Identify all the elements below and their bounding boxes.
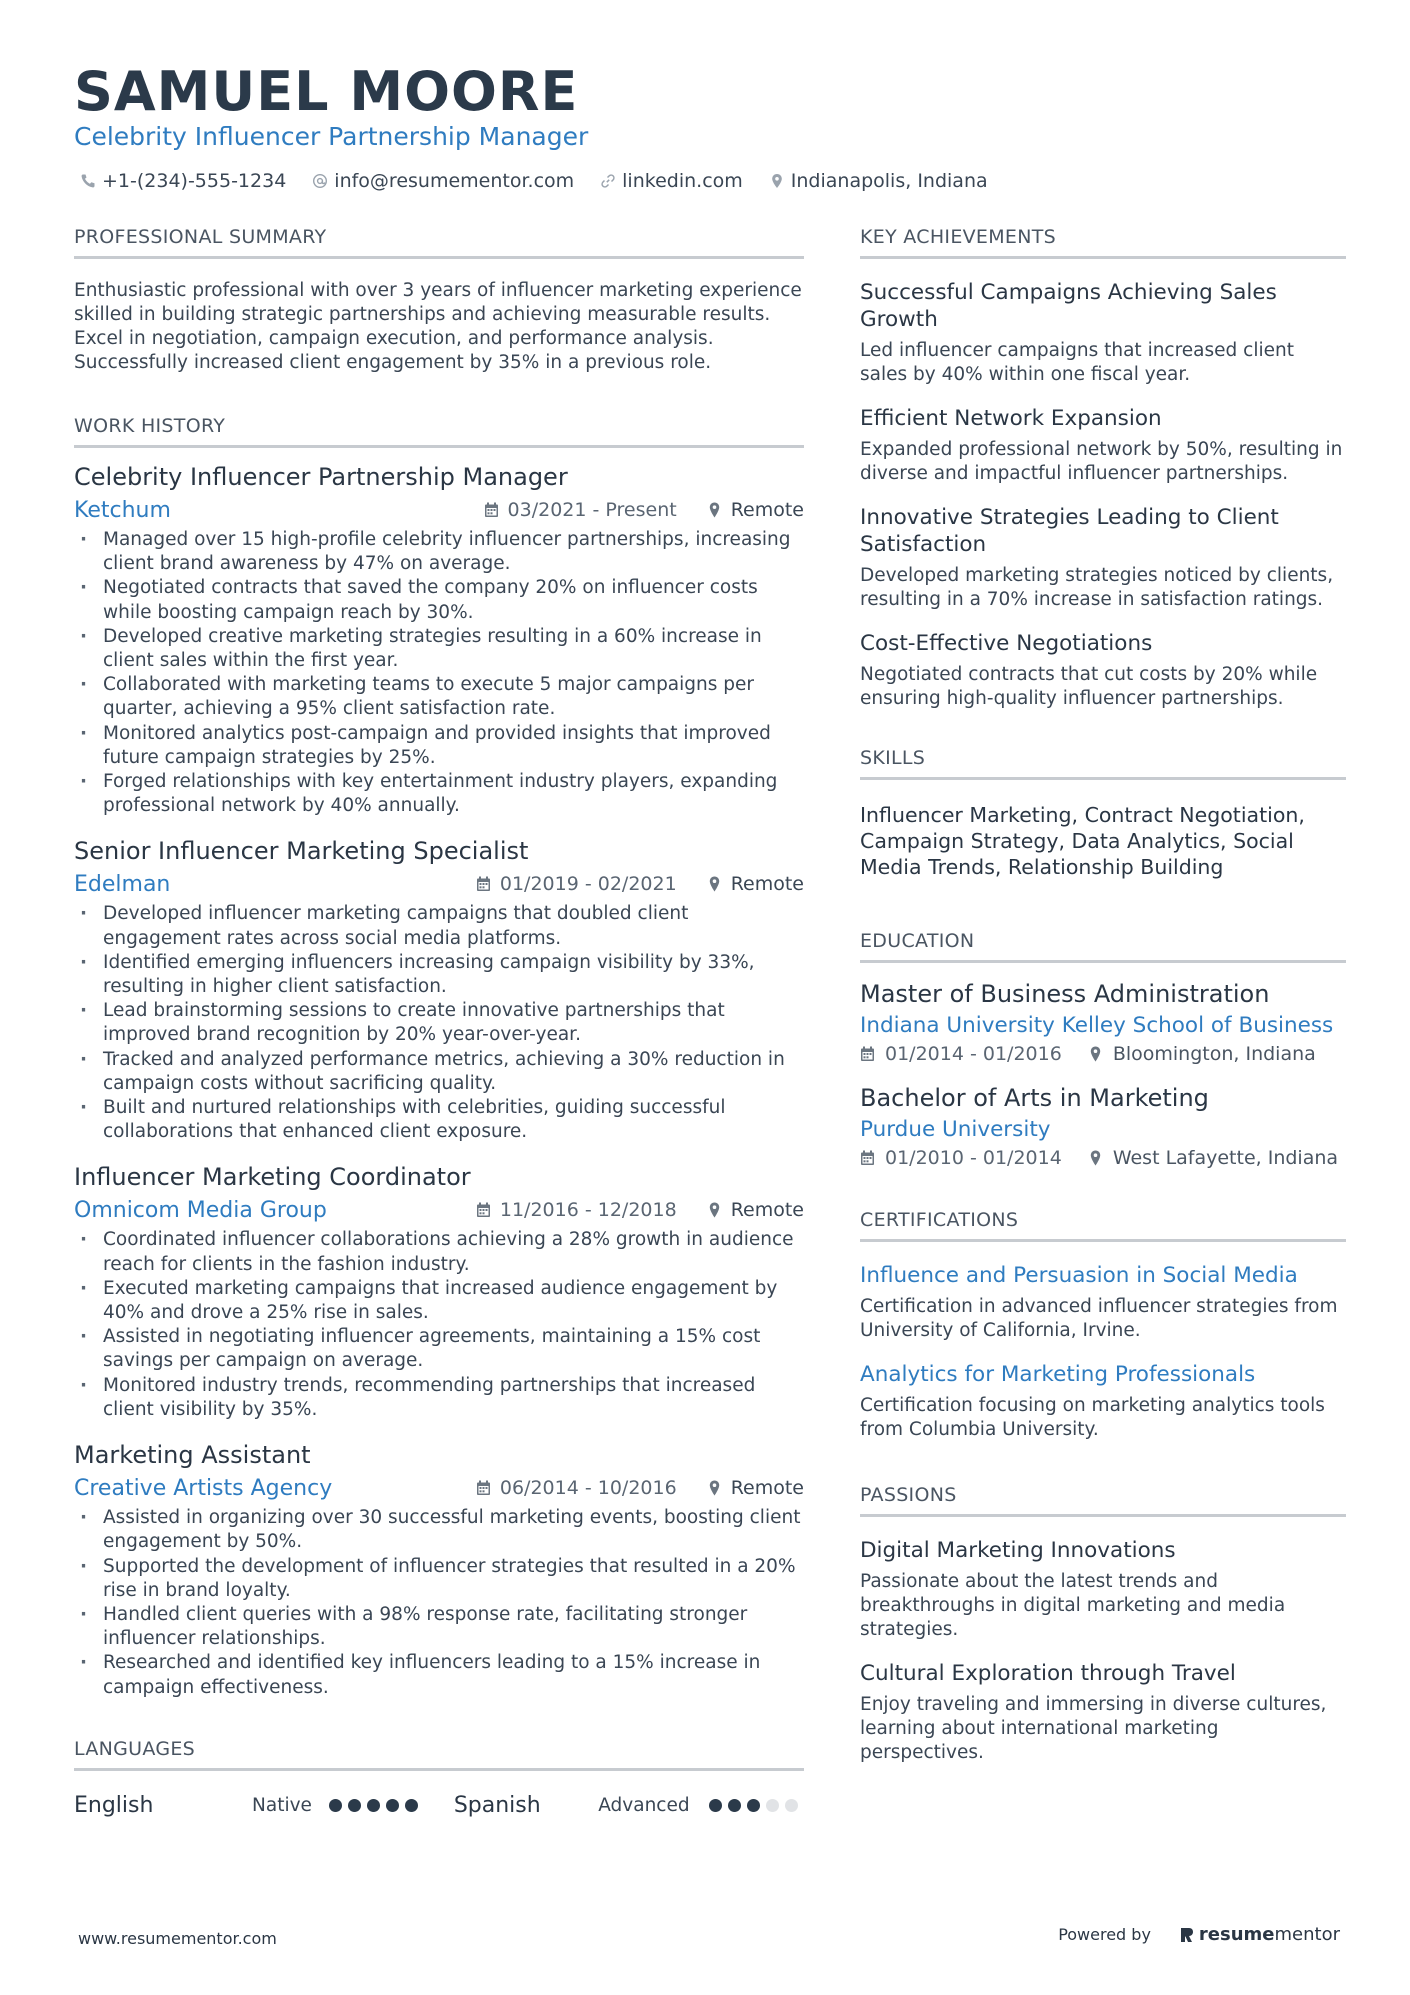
bullet-item: · Assisted in negotiating influencer agreements, maintaining a 15% cost savings per campaign on average.: [74, 1325, 804, 1373]
certification-description: Certification in advanced influencer strategies from University of California, Irvine.: [860, 1296, 1338, 1341]
calendar-icon: [484, 502, 499, 518]
section-heading-education: EDUCATION: [860, 930, 1346, 963]
skills-text: Influencer Marketing, Contract Negotiation, Campaign Strategy, Data Analytics, Social Media Trends, Relationship Building: [860, 803, 1305, 879]
section-heading-achievements: KEY ACHIEVEMENTS: [860, 226, 1346, 259]
resumementor-logo-icon: [1179, 1926, 1195, 1944]
passion-item: [860, 1660, 1346, 1765]
certification-item: [860, 1361, 1346, 1442]
calendar-icon: [476, 1202, 491, 1218]
achievement-title: Cost-Effective Negotiations: [860, 631, 1153, 656]
bullet-item: · Collaborated with marketing teams to execute 5 major campaigns per quarter, achieving a 95% client satisfaction rate.: [74, 673, 804, 721]
right-column: [860, 226, 1346, 1765]
job-bullets: [74, 1228, 804, 1422]
location-icon: [1088, 1150, 1103, 1166]
language-rating: [329, 1799, 454, 1812]
certification-item: [860, 1262, 1346, 1343]
education-location: [1088, 1147, 1338, 1169]
job-title: Influencer Marketing Coordinator: [74, 1163, 471, 1192]
section-heading-passions: PASSIONS: [860, 1484, 1346, 1517]
company-name: Omnicom Media Group: [74, 1197, 327, 1223]
certification-description: Certification focusing on marketing analytics tools from Columbia University.: [860, 1395, 1325, 1440]
job-location-text: Remote: [730, 1199, 804, 1222]
candidate-title: Celebrity Influencer Partnership Manager: [74, 122, 589, 151]
job-title: Marketing Assistant: [74, 1441, 311, 1470]
job-entry: [74, 836, 804, 1144]
job-entry: [74, 1162, 804, 1422]
left-column: [74, 226, 804, 1821]
brand-name-rest: mentor: [1274, 1924, 1340, 1945]
achievement-description: Led influencer campaigns that increased client sales by 40% within one fiscal year.: [860, 340, 1294, 385]
job-meta: [74, 1196, 804, 1224]
job-dates: [484, 499, 677, 521]
contact-location: [769, 170, 988, 192]
language-level: Advanced: [598, 1795, 690, 1817]
contact-linkedin-text: linkedin.com: [622, 170, 743, 192]
job-location: [707, 1477, 804, 1499]
footer-branding: [1058, 1924, 1340, 1945]
passion-description: Enjoy traveling and immersing in diverse cultures, learning about international marketing perspectives.: [860, 1694, 1327, 1763]
achievement-title: Innovative Strategies Leading to Client Satisfaction: [860, 505, 1279, 557]
achievement-item: [860, 405, 1346, 486]
location-icon: [1088, 1046, 1103, 1062]
achievement-title: Successful Campaigns Achieving Sales Growth: [860, 280, 1277, 332]
job-date-location: [476, 1199, 804, 1221]
certification-title: Analytics for Marketing Professionals: [860, 1362, 1256, 1387]
contact-location-text: Indianapolis, Indiana: [790, 170, 988, 192]
language-name: Spanish: [453, 1793, 541, 1819]
job-location: [707, 499, 804, 521]
bullet-item: · Handled client queries with a 98% response rate, facilitating stronger influencer relationships.: [74, 1603, 804, 1651]
language-list: [74, 1791, 804, 1821]
certification-title: Influence and Persuasion in Social Media: [860, 1263, 1298, 1288]
education-location-text: West Lafayette, Indiana: [1112, 1147, 1339, 1169]
education-date-location: [860, 1043, 1346, 1065]
school-name: Purdue University: [860, 1117, 1051, 1142]
education-dates: [860, 1043, 1062, 1065]
bullet-item: · Monitored industry trends, recommending partnerships that increased client visibility by 35%.: [74, 1374, 804, 1422]
rating-dot-empty: [785, 1799, 798, 1812]
job-meta: [74, 870, 804, 898]
passion-title: Cultural Exploration through Travel: [860, 1661, 1236, 1686]
brand-name-bold: resume: [1198, 1924, 1275, 1945]
candidate-name: SAMUEL MOORE: [74, 60, 579, 123]
location-icon: [707, 1202, 722, 1218]
rating-dot-filled: [329, 1799, 342, 1812]
job-location-text: Remote: [730, 1477, 804, 1500]
education-item: [860, 979, 1346, 1065]
rating-dot-filled: [367, 1799, 380, 1812]
section-heading-certifications: CERTIFICATIONS: [860, 1209, 1346, 1242]
rating-dot-filled: [747, 1799, 760, 1812]
job-dates: [476, 873, 677, 895]
language-level: Native: [252, 1795, 312, 1817]
language-name: English: [74, 1793, 154, 1819]
education-location: [1088, 1043, 1316, 1065]
achievement-description: Expanded professional network by 50%, resulting in diverse and impactful influencer partnerships.: [860, 439, 1343, 484]
education-item: [860, 1083, 1346, 1169]
achievement-item: [860, 279, 1346, 387]
job-meta: [74, 1474, 804, 1502]
certification-list: [860, 1262, 1346, 1442]
rating-dot-filled: [348, 1799, 361, 1812]
calendar-icon: [860, 1046, 875, 1062]
section-heading-work: WORK HISTORY: [74, 415, 804, 448]
job-dates-text: 06/2014 - 10/2016: [499, 1477, 677, 1500]
job-dates: [476, 1199, 677, 1221]
education-list: [860, 979, 1346, 1169]
contact-linkedin[interactable]: [600, 170, 743, 192]
education-dates-text: 01/2014 - 01/2016: [885, 1043, 1062, 1065]
summary-text: Enthusiastic professional with over 3 years of influencer marketing experience skilled in building strategic partnerships and achieving measurable results. Excel in negotiation, campaign execution, and performance analysis. Successfully increased client engagement by 35% in a previous role.: [74, 280, 802, 373]
job-dates-text: 11/2016 - 12/2018: [499, 1199, 677, 1222]
achievement-item: [860, 504, 1346, 612]
passion-description: Passionate about the latest trends and breakthroughs in digital marketing and media strategies.: [860, 1571, 1286, 1640]
powered-by-label: Powered by: [1058, 1925, 1151, 1944]
bullet-item: · Coordinated influencer collaborations achieving a 28% growth in audience reach for clients in the fashion industry.: [74, 1228, 804, 1276]
bullet-item: · Identified emerging influencers increasing campaign visibility by 33%, resulting in higher client satisfaction.: [74, 951, 804, 999]
achievement-title: Efficient Network Expansion: [860, 406, 1162, 431]
passion-title: Digital Marketing Innovations: [860, 1538, 1176, 1563]
job-date-location: [476, 1477, 804, 1499]
location-icon: [707, 1480, 722, 1496]
language-rating: [709, 1799, 804, 1812]
bullet-item: · Assisted in organizing over 30 successful marketing events, boosting client engagement by 50%.: [74, 1506, 804, 1554]
rating-dot-filled: [728, 1799, 741, 1812]
section-heading-skills: SKILLS: [860, 747, 1346, 780]
contact-phone-text: +1-(234)-555-1234: [102, 170, 287, 192]
job-meta: [74, 496, 804, 524]
bullet-item: · Executed marketing campaigns that increased audience engagement by 40% and drove a 25% rise in sales.: [74, 1277, 804, 1325]
rating-dot-filled: [709, 1799, 722, 1812]
job-dates-text: 03/2021 - Present: [507, 499, 677, 521]
company-name: Ketchum: [74, 497, 171, 523]
job-bullets: [74, 528, 804, 818]
achievement-item: [860, 630, 1346, 711]
job-location-text: Remote: [730, 873, 804, 896]
bullet-item: · Negotiated contracts that saved the company 20% on influencer costs while boosting campaign reach by 30%.: [74, 576, 804, 624]
job-list: [74, 462, 804, 1700]
job-dates-text: 01/2019 - 02/2021: [499, 873, 677, 896]
school-name: Indiana University Kelley School of Business: [860, 1013, 1334, 1038]
bullet-item: · Supported the development of influencer strategies that resulted in a 20% rise in brand loyalty.: [74, 1555, 804, 1603]
link-icon: [600, 173, 616, 189]
location-icon: [707, 876, 722, 892]
job-location: [707, 873, 804, 895]
bullet-item: · Monitored analytics post-campaign and provided insights that improved future campaign strategies by 25%.: [74, 722, 804, 770]
job-title: Senior Influencer Marketing Specialist: [74, 837, 529, 866]
contact-email-text: info@resumementor.com: [334, 170, 575, 192]
calendar-icon: [476, 1480, 491, 1496]
bullet-item: · Forged relationships with key entertainment industry players, expanding professional network by 40% annually.: [74, 770, 804, 818]
at-icon: [312, 173, 328, 189]
job-date-location: [484, 499, 804, 521]
bullet-item: · Developed influencer marketing campaigns that doubled client engagement rates across social media platforms.: [74, 902, 804, 950]
education-dates: [860, 1147, 1062, 1169]
bullet-item: · Developed creative marketing strategies resulting in a 60% increase in client sales within the first year.: [74, 625, 804, 673]
education-location-text: Bloomington, Indiana: [1112, 1043, 1316, 1065]
job-entry: [74, 1440, 804, 1700]
job-date-location: [476, 873, 804, 895]
passion-list: [860, 1537, 1346, 1765]
bullet-item: · Managed over 15 high-profile celebrity influencer partnerships, increasing client brand awareness by 47% on average.: [74, 528, 804, 576]
contact-phone: [80, 170, 286, 192]
phone-icon: [80, 173, 96, 189]
job-bullets: [74, 902, 804, 1144]
passion-item: [860, 1537, 1346, 1642]
bullet-item: · Tracked and analyzed performance metrics, achieving a 30% reduction in campaign costs without sacrificing quality.: [74, 1048, 804, 1096]
location-icon: [769, 173, 785, 189]
company-name: Edelman: [74, 871, 171, 897]
contact-email[interactable]: [312, 170, 574, 192]
contact-bar: [80, 170, 1014, 192]
bullet-item: · Built and nurtured relationships with celebrities, guiding successful collaborations that enhanced client exposure.: [74, 1096, 804, 1144]
rating-dot-empty: [766, 1799, 779, 1812]
job-bullets: [74, 1506, 804, 1700]
footer-website[interactable]: www.resumementor.com: [78, 1929, 277, 1948]
degree-title: Bachelor of Arts in Marketing: [860, 1084, 1209, 1112]
calendar-icon: [860, 1150, 875, 1166]
job-dates: [476, 1477, 677, 1499]
brand-logo[interactable]: [1179, 1924, 1340, 1945]
rating-dot-filled: [405, 1799, 418, 1812]
achievement-description: Negotiated contracts that cut costs by 20% while ensuring high-quality influencer partnerships.: [860, 664, 1318, 709]
education-date-location: [860, 1147, 1346, 1169]
achievement-description: Developed marketing strategies noticed by clients, resulting in a 70% increase in satisfaction ratings.: [860, 565, 1334, 610]
rating-dot-filled: [386, 1799, 399, 1812]
education-dates-text: 01/2010 - 01/2014: [885, 1147, 1062, 1169]
job-title: Celebrity Influencer Partnership Manager: [74, 463, 568, 491]
section-heading-languages: LANGUAGES: [74, 1738, 804, 1771]
bullet-item: · Lead brainstorming sessions to create innovative partnerships that improved brand recognition by 20% year-over-year.: [74, 999, 804, 1047]
job-location: [707, 1199, 804, 1221]
bullet-item: · Researched and identified key influencers leading to a 15% increase in campaign effectiveness.: [74, 1651, 804, 1699]
job-entry: [74, 462, 804, 818]
calendar-icon: [476, 876, 491, 892]
degree-title: Master of Business Administration: [860, 980, 1270, 1008]
company-name: Creative Artists Agency: [74, 1475, 333, 1501]
section-heading-summary: PROFESSIONAL SUMMARY: [74, 226, 804, 259]
job-location-text: Remote: [730, 499, 804, 521]
location-icon: [707, 502, 722, 518]
achievement-list: [860, 279, 1346, 711]
